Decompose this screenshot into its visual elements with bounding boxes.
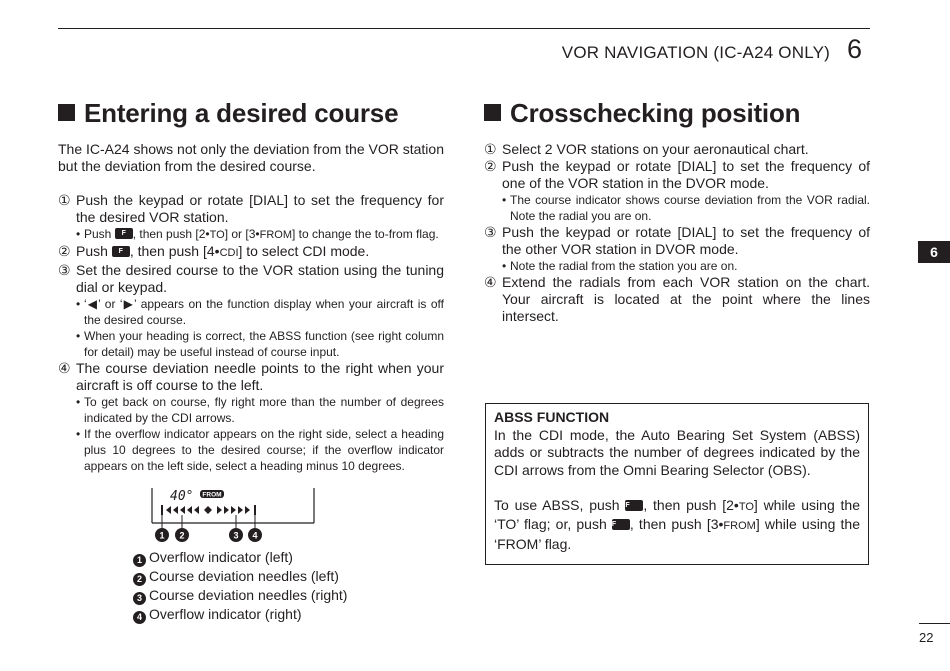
step-3-note-1 [58,296,444,328]
step-number: ③ [484,224,497,240]
step-text: Push the keypad or rotate [DIAL] to set the frequency of one of the VOR station in the DVOR mode. [502,158,870,191]
cdi-display-diagram [150,486,320,544]
key-label-cdi: CDI [219,247,239,259]
step-number: ① [58,192,71,208]
callout-badge-2 [175,528,189,542]
heading-entering-course [58,98,398,129]
step-text: Set the desired course to the VOR station using the tuning dial or keypad. [76,262,444,295]
note-text: When your heading is correct, the ABSS function (see right column for detail) may be useful instead of course input. [84,329,444,359]
page-number: 22 [919,630,934,645]
callout-badge-3 [229,528,243,542]
bullet: • [502,259,507,273]
bullet: • [76,329,81,343]
number-badge: 2 [133,573,146,586]
step-4 [58,360,444,394]
callout-number: 1 [159,530,165,541]
step-3-note-2 [58,328,444,360]
abss-text: ] while using the ‘TO’ flag; or, push [494,496,860,532]
left-column [58,141,444,474]
square-bullet-icon [484,104,501,121]
bullet: • [76,427,81,441]
header-title: VOR NAVIGATION (IC-A24 ONLY) [561,43,830,62]
key-label-to: TO [209,229,225,241]
cross-step-3 [484,224,870,258]
number-badge: 1 [133,554,146,567]
step-number: ② [58,243,71,259]
number-badge: 3 [133,592,146,605]
cdi-needles [161,505,256,515]
step-3 [58,262,444,296]
note-text: The course indicator shows course deviation from the VOR radial. Note the radial you are on. [510,193,870,223]
f-key-icon [625,500,643,511]
abss-text: , then push [2• [643,496,739,513]
legend-item-3 [133,586,347,605]
note-text: ] or [3• [224,227,260,241]
note-text: , then push [2• [132,227,210,241]
number-badge: 4 [133,611,146,624]
note-text: Note the radial from the station you are on. [510,259,738,273]
abss-paragraph-1: In the CDI mode, the Auto Bearing Set System (ABSS) adds or subtracts the number of degrees indicated by the CDI arrows from the Omni Bearing Selector (OBS). [494,426,860,478]
abss-text: , then push [3• [629,516,724,532]
callout-number: 4 [252,530,258,541]
cross-step-2-note [484,192,870,224]
cross-step-2 [484,158,870,192]
course-reading: 40° [170,489,194,504]
step-text: Push the keypad or rotate [DIAL] to set the frequency of the other VOR station in DVOR mode. [502,224,870,257]
chapter-side-tab: 6 [918,241,950,263]
legend-text: Course deviation needles (right) [149,587,348,603]
legend-text: Overflow indicator (right) [149,606,302,622]
heading-text: Crosschecking position [510,98,801,128]
callout-badge-4 [248,528,262,542]
bullet: • [76,227,81,241]
step-number: ④ [58,360,71,376]
step-number: ④ [484,274,497,290]
abss-text: To use ABSS, push [494,496,620,513]
key-label-to: TO [738,500,754,513]
legend-text: Course deviation needles (left) [149,568,339,584]
heading-text: Entering a desired course [84,98,399,128]
step-1-note [58,226,444,243]
key-label-from: FROM [723,520,756,532]
cross-step-4 [484,274,870,325]
header-rule [58,28,870,29]
step-1 [58,192,444,226]
bullet: • [76,395,81,409]
note-text: If the overflow indicator appears on the right side, select a heading plus 10 degrees to the desired course; if the overflow indicator appears on the left side, select a heading minus 10 degrees. [84,427,444,473]
legend-item-1 [133,548,347,567]
callout-leaders [162,515,255,528]
step-text: Push the keypad or rotate [DIAL] to set the frequency for the desired VOR station. [76,192,444,225]
legend-item-2 [133,567,347,586]
note-text: ] to change the to-from flag. [291,227,439,241]
abss-paragraph-2 [494,497,860,554]
note-text: ‘◀’ or ‘▶’ appears on the function display when your aircraft is off the desired course. [84,297,444,327]
step-2 [58,243,444,262]
step-4-note-1 [58,394,444,426]
footer-rule [919,623,950,624]
diagram-legend [133,548,347,624]
from-flag-text: FROM [202,491,222,499]
f-key-icon [112,246,130,257]
step-text: The course deviation needle points to the right when your aircraft is off course to the left. [76,360,444,393]
step-number: ① [484,141,497,157]
bullet: • [76,297,81,311]
step-text: , then push [4• [129,243,220,259]
bullet: • [502,193,507,207]
f-key-icon [612,519,630,530]
heading-crosschecking [484,98,800,129]
step-text: ] to select CDI mode. [238,243,370,259]
callout-badge-1 [155,528,169,542]
header-chapter-number: 6 [847,34,863,64]
key-label-from: FROM [259,229,292,241]
right-column [484,141,870,325]
abss-function-box [485,403,869,565]
note-text: To get back on course, fly right more than the number of degrees indicated by the CDI arrows. [84,395,444,425]
abss-title: ABSS FUNCTION [494,409,610,425]
cross-step-3-note [484,258,870,274]
step-number: ② [484,158,497,174]
legend-text: Overflow indicator (left) [149,549,293,565]
step-text: Select 2 VOR stations on your aeronautical chart. [502,141,809,157]
step-text: Extend the radials from each VOR station on the chart. Your aircraft is located at the point where the lines intersect. [502,274,870,324]
note-text: Push [84,227,112,241]
step-number: ③ [58,262,71,278]
f-key-icon [115,228,133,239]
legend-item-4 [133,605,347,624]
cross-step-1 [484,141,870,158]
square-bullet-icon [58,104,75,121]
intro-paragraph: The IC-A24 shows not only the deviation from the VOR station but the deviation from the desired course. [58,141,444,174]
abss-text: ] while using the ‘FROM’ flag. [494,516,860,552]
step-text: Push [76,243,108,259]
callout-number: 3 [233,530,239,541]
callout-number: 2 [179,530,185,541]
step-4-note-2 [58,426,444,474]
